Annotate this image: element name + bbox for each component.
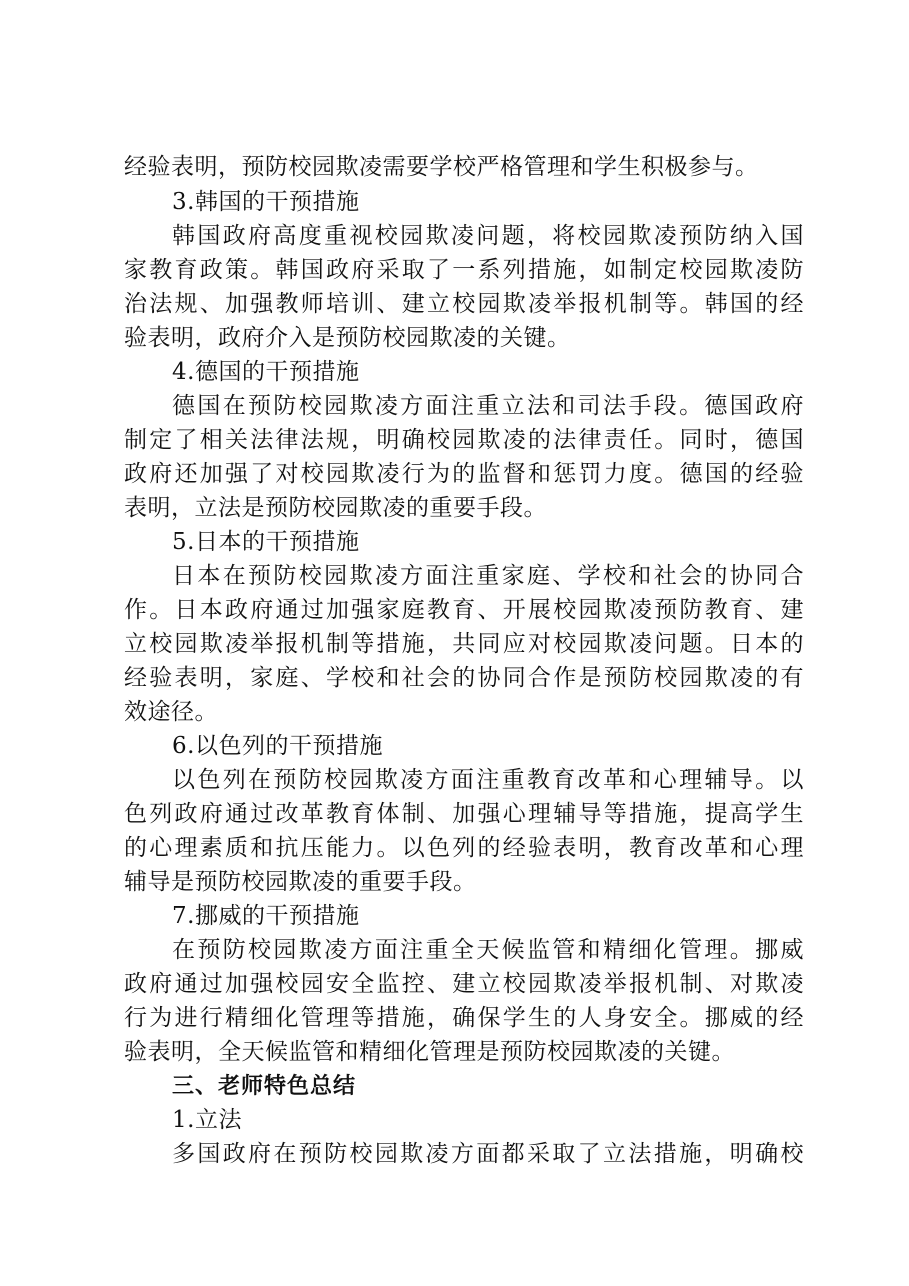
section-heading: 3.韩国的干预措施: [172, 189, 360, 215]
section-heading: 1.立法: [172, 1107, 242, 1133]
line: 表明，立法是预防校园欺凌的重要手段。: [124, 495, 547, 521]
line: 政府还加强了对校园欺凌行为的监督和惩罚力度。德国的经验: [124, 461, 804, 487]
line: 经验表明，家庭、学校和社会的协同合作是预防校园欺凌的有: [124, 665, 804, 691]
line: 经验表明，预防校园欺凌需要学校严格管理和学生积极参与。: [124, 154, 759, 180]
line: 作。日本政府通过加强家庭教育、开展校园欺凌预防教育、建: [124, 597, 804, 623]
chapter-heading: 三、老师特色总结: [172, 1074, 357, 1099]
line: 韩国政府高度重视校园欺凌问题，将校园欺凌预防纳入国: [172, 223, 804, 249]
line: 德国在预防校园欺凌方面注重立法和司法手段。德国政府: [172, 393, 804, 419]
line: 辅导是预防校园欺凌的重要手段。: [124, 869, 477, 895]
line: 验表明，政府介入是预防校园欺凌的关键。: [124, 325, 571, 351]
line: 的心理素质和抗压能力。以色列的经验表明，教育改革和心理: [124, 835, 804, 861]
line: 立校园欺凌举报机制等措施，共同应对校园欺凌问题。日本的: [124, 631, 804, 657]
line: 日本在预防校园欺凌方面注重家庭、学校和社会的协同合: [172, 563, 804, 589]
section-heading: 6.以色列的干预措施: [172, 733, 383, 759]
line: 行为进行精细化管理等措施，确保学生的人身安全。挪威的经: [124, 1005, 804, 1031]
line: 制定了相关法律法规，明确校园欺凌的法律责任。同时，德国: [124, 427, 804, 453]
line: 在预防校园欺凌方面注重全天候监管和精细化管理。挪威: [172, 937, 804, 963]
line: 政府通过加强校园安全监控、建立校园欺凌举报机制、对欺凌: [124, 971, 804, 997]
line: 验表明，全天候监管和精细化管理是预防校园欺凌的关键。: [124, 1039, 735, 1065]
section-heading: 5.日本的干预措施: [172, 529, 360, 555]
line: 治法规、加强教师培训、建立校园欺凌举报机制等。韩国的经: [124, 291, 804, 317]
section-heading: 7.挪威的干预措施: [172, 903, 360, 929]
line: 家教育政策。韩国政府采取了一系列措施，如制定校园欺凌防: [124, 257, 804, 283]
section-heading: 4.德国的干预措施: [172, 359, 360, 385]
line: 效途径。: [124, 699, 218, 725]
line: 以色列在预防校园欺凌方面注重教育改革和心理辅导。以: [172, 767, 804, 793]
line: 色列政府通过改革教育体制、加强心理辅导等措施，提高学生: [124, 801, 804, 827]
line: 多国政府在预防校园欺凌方面都采取了立法措施，明确校: [172, 1141, 804, 1167]
